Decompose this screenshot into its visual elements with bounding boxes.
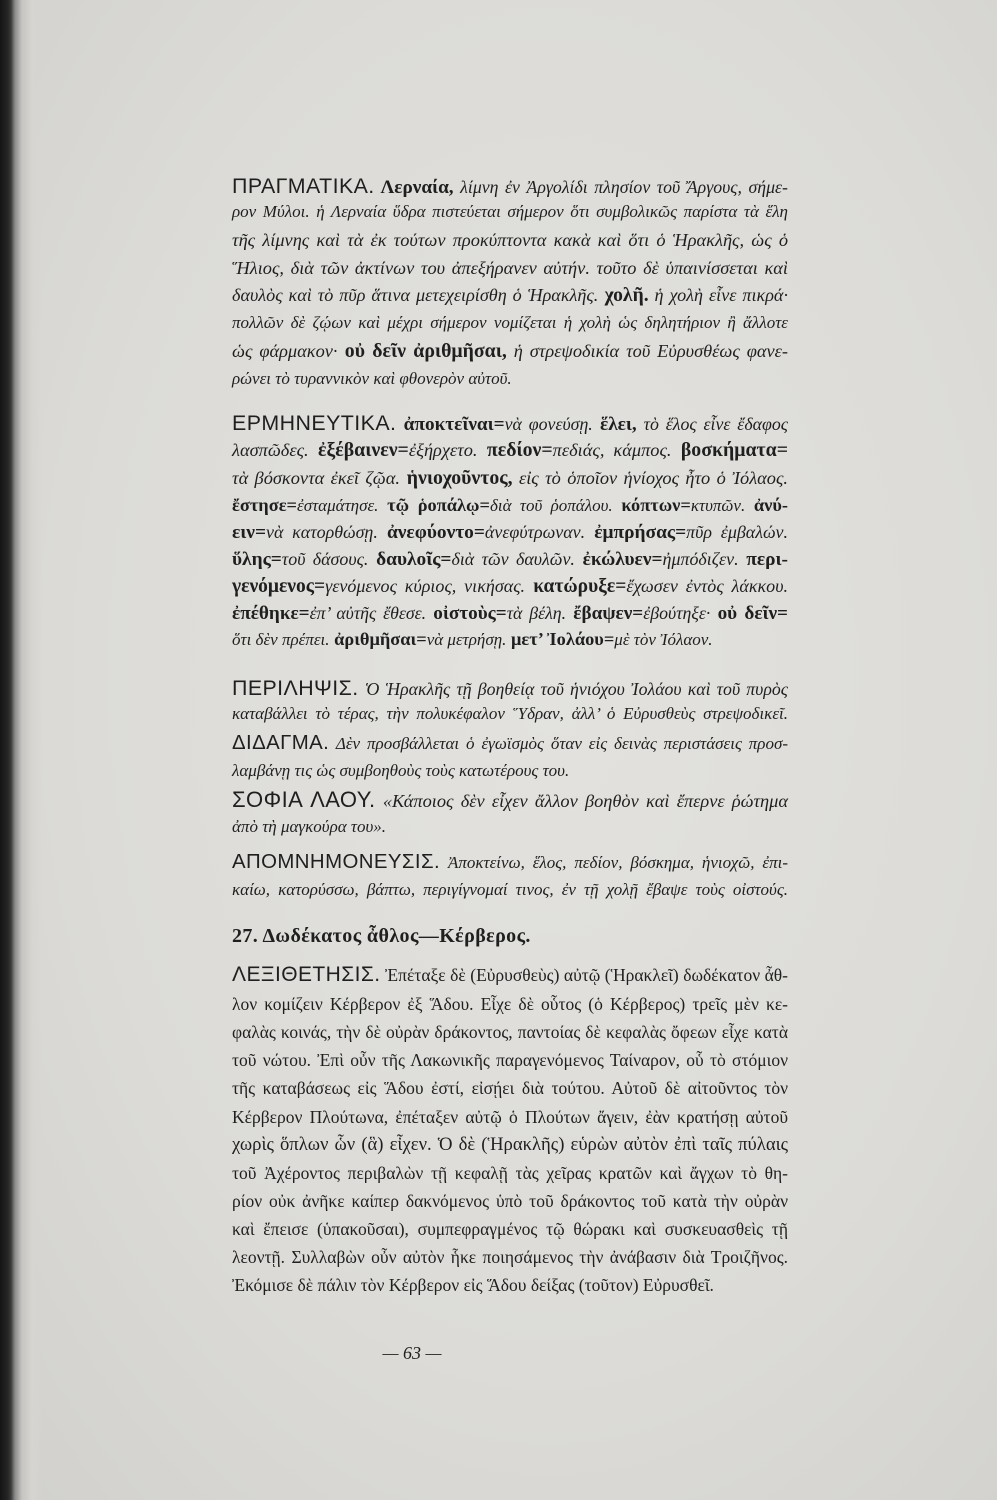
body-text: τοῦ νώτου. Ἐπὶ οὖν τῆς Λακωνικῆς παραγενόμενος Ταίναρον, οὗ τὸ στόμιον [232,1050,788,1070]
glossary-term: χολῆ. [598,285,649,306]
text-line [232,1019,788,1045]
text-line-content [232,675,788,702]
text-line [232,814,788,840]
italic-text: ρώνει τὸ τυραννικὸν καὶ φθονερὸν αὐτοῦ. [232,369,512,388]
section-label: ΠΕΡΙΛΗΨΙΣ. [232,676,359,700]
italic-text: τὸ ἕλος εἶνε ἔδαφος [636,414,788,434]
text-line-content [232,546,788,573]
italic-text: πολλῶν δὲ ζῴων καὶ μέχρι σήμερον νομίζεται ἡ χολὴ ὡς δηλητήριον ἢ ἄλλοτε [232,313,788,332]
text-line [232,626,788,652]
binding-edge [0,0,42,1500]
text-line [232,701,788,727]
body-text: ρίον οὐκ ἀνῆκε καίπερ δακνόμενος ὑπὸ τοῦ δράκοντος τοῦ κατὰ τὴν οὐρὰν [232,1191,788,1211]
text-line-content [232,730,788,757]
text-line [232,573,788,599]
italic-text: εἰς τὸ ὁποῖον ἡνίοχος ἦτο ὁ Ἰόλαος. [512,468,789,488]
text-line [232,877,788,903]
body-text: τοῦ Ἀχέροντος περιβαλὼν τῇ κεφαλῇ τὰς χεῖρας κρατῶν καὶ ἄγχων τὸ θη- [232,1163,788,1183]
text-line [232,546,788,572]
glossary-term: οἰστοὺς= [426,603,507,624]
italic-text: Ὁ Ἡρακλῆς τῇ βοηθείᾳ τοῦ ἡνιόχου Ἰολάου καὶ τοῦ πυρὸς [358,679,788,699]
glossary-term: ἡνιοχοῦντος, [400,467,513,489]
text-line [232,282,788,308]
text-line [232,1160,788,1186]
glossary-term: ὕλης= [232,549,282,570]
glossary-term: ἕλει, [592,414,637,435]
italic-text: λίμνη ἐν Ἀργολίδι πλησίον τοῦ Ἄργους, σήμε- [453,177,788,197]
body-text: καὶ ἔπεισε (ὑπακοῦσαι), συμπεφραγμένος τῷ θώρακι καὶ συσκευασθεὶς τῇ [232,1219,788,1239]
body-text: Ἐκόμισε δὲ πάλιν τὸν Κέρβερον εἰς Ἅδου δείξας (τοῦτον) Εὐρυσθεῖ. [232,1275,714,1295]
italic-text: ὡς φάρμακον· [232,341,338,361]
body-text: λον κομίζειν Κέρβερον ἐξ Ἅδου. Εἶχε δὲ οὗτος (ὁ Κέρβερος) τρεῖς μὲν κε- [232,994,788,1014]
italic-text: ἐσταμάτησε. [297,496,379,515]
italic-text: ἀπὸ τὴ μαγκούρα του». [232,817,387,836]
text-line [232,519,788,545]
body-text: λεοντῇ. Συλλαβὼν οὖν αὐτὸν ἧκε ποιησάμενος τὴν ἀνάβασιν διὰ Τροιζῆνος. [232,1247,788,1267]
text-line-content [232,962,788,988]
italic-text: διὰ τοῦ ῥοπάλου. [489,496,613,515]
text-line-content [232,1160,788,1186]
text-line-content [232,199,788,225]
section-label: ΑΠΟΜΝΗΜΟΝΕΥΣΙΣ. [232,851,441,873]
italic-text: Δὲν προσβάλλεται ὁ ἐγωϊσμὸς ὅταν εἰς δεινὰς περιστάσεις προσ- [329,734,788,753]
italic-text: ἐξήρχετο. [408,440,478,460]
italic-text: ἔχωσεν ἐντὸς λάκκου. [626,576,788,596]
italic-text: «Κάποιος δὲν εἶχεν ἄλλον βοηθὸν καὶ ἔπερνε ῥώτημα [375,791,788,811]
glossary-term: ἀνύ- [745,495,789,515]
section-label: ΕΡΜΗΝΕΥΤΙΚΑ. [232,411,397,435]
italic-text: λασπῶδες. [232,440,309,460]
italic-text: λαμβάνῃ τις ὡς συμβοηθοὺς τοὺς κατωτέρους του. [232,761,570,780]
text-line [232,787,788,813]
italic-text: νὰ μετρήσῃ. [426,630,507,649]
italic-text: ἀνεφύτρωναν. [484,522,586,542]
italic-text: διὰ τῶν δαυλῶν. [451,549,575,569]
text-line [232,600,788,626]
italic-text: ρον Μύλοι. ἡ Λερναία ὕδρα πιστεύεται σήμερον ὅτι συμβολικῶς παρίστα τὰ ἕλη [232,202,788,221]
text-line-content [232,366,512,392]
italic-text: νὰ κατορθώσῃ. [266,522,378,542]
text-line [232,675,788,701]
body-text: τῆς καταβάσεως εἰς Ἅδου ἐστί, εἰσῄει διὰ τούτου. Αὐτοῦ δὲ αἰτοῦντος τὸν [232,1078,788,1098]
text-line [232,255,788,281]
section-label: ΠΡΑΓΜΑΤΙΚΑ. [232,174,375,198]
text-line-content [232,600,788,627]
italic-text: πεδιάς, κάμπος. [552,440,672,460]
text-line-content [232,255,788,281]
text-line [232,227,788,253]
glossary-term: βοσκήματα= [671,439,788,461]
text-line-content [232,492,788,519]
text-line [232,1047,788,1073]
glossary-term: οὐ δεῖν ἀριθμῆσαι, [337,340,507,362]
section-label: ΔΙΔΑΓΜΑ. [232,732,330,754]
italic-text: καίω, κατορύσσω, βάπτω, περιγίγνομαί τινος, ἐν τῇ χολῇ ἔβαψε τοὺς οἰστούς. [232,880,788,899]
text-line-content [232,1104,788,1130]
text-line [232,1188,788,1214]
text-line-content [232,991,788,1017]
italic-text: τὰ βόσκοντα ἐκεῖ ζῷα. [232,468,400,488]
text-line-content [232,410,788,438]
text-line [232,1272,788,1298]
text-line [232,1244,788,1270]
text-line [232,410,788,436]
text-line [232,437,788,463]
text-line [232,465,788,491]
italic-text: ὅτι δὲν πρέπει. [232,630,330,649]
text-line-content [232,519,788,546]
text-line [232,338,788,364]
glossary-term: ἐκώλυεν= [574,549,663,570]
text-line [232,730,788,756]
text-line [232,492,788,518]
text-line [232,1216,788,1242]
text-line-content [232,814,386,840]
text-line-content [232,701,788,727]
text-line [232,173,788,199]
section-label: ΣΟΦΙΑ ΛΑΟΥ. [232,787,376,812]
body-text: Ἐπέταξε δὲ (Εὐρυσθεὺς) αὐτῷ (Ἡρακλεῖ) δωδέκατον ἆθ- [380,965,788,985]
glossary-term: ἀποκτεῖναι= [396,414,505,435]
glossary-term: ἔστησε= [232,495,298,515]
text-line [232,991,788,1017]
glossary-term: τῷ ῥοπάλῳ= [378,495,490,515]
glossary-term: ἀνεφύοντο= [377,522,485,543]
italic-text: Ἀποκτείνω, ἕλος, πεδίον, βόσκημα, ἡνιοχῶ, ἐπι- [440,853,788,872]
italic-text: πῦρ ἐμβαλών. [686,522,788,542]
text-line [232,758,788,784]
glossary-term: ειν= [232,522,267,543]
text-line-content [232,1075,788,1101]
italic-text: δαυλὸς καὶ τὸ πῦρ ἅτινα μετεχειρίσθη ὁ Ἡρακλῆς. [232,285,599,305]
text-line-content [232,1047,788,1073]
italic-text: νὰ φονεύσῃ. [504,414,593,434]
chapter-heading: 27. Δωδέκατος ἆθλος—Κέρβερος. [232,925,531,947]
text-line [232,199,788,225]
glossary-term: κατώρυξε= [525,576,627,597]
italic-text: ἡ στρεψοδικία τοῦ Εὐρυσθέως φανε- [506,341,788,361]
italic-text: ἠμπόδιζεν. [662,549,739,569]
text-line-content [232,787,788,814]
text-line-content [232,573,788,600]
text-line-content [232,465,788,491]
text-line [232,310,788,336]
glossary-term: ἀριθμῆσαι= [329,629,427,649]
text-line [232,962,788,988]
body-text: φαλὰς κοινάς, τὴν δὲ οὐρὰν δράκοντος, παντοίας δὲ κεφαλὰς ὄφεων εἶχε κατὰ [232,1022,788,1042]
body-text: χωρὶς ὅπλων ὧν (ἃ) εἶχεν. Ὁ δὲ (Ἡρακλῆς) εὑρὼν αὐτὸν ἐπὶ ταῖς πύλαις [232,1134,788,1155]
text-line-content [232,282,788,309]
text-line-content [232,626,713,653]
italic-text: Ἥλιος, διὰ τῶν ἀκτίνων του ἀπεξήρανεν αὐτήν. τοῦτο δὲ ὑπαινίσσεται καὶ [232,258,788,278]
text-line-content [232,877,788,903]
text-line-content [232,338,788,364]
text-line [232,1132,788,1158]
text-line-content [232,227,788,253]
glossary-term: δαυλοῖς= [368,549,452,570]
text-line [232,366,788,392]
italic-text: τῆς λίμνης καὶ τὰ ἐκ τούτων προκύπτοντα κακὰ καὶ ὅτι ὁ Ἡρακλῆς, ὡς ὁ [232,230,788,250]
text-line [232,1104,788,1130]
glossary-term: ἐμπρήσας= [585,522,687,543]
text-line-content [232,758,569,784]
glossary-term: περι- [738,549,788,570]
italic-text: τὰ βέλη. [506,603,567,623]
text-line-content [232,173,788,201]
italic-text: ἐπ’ αὐτῆς ἔθεσε. [309,603,427,623]
glossary-term: κόπτων= [612,495,691,515]
italic-text: μὲ τὸν Ἰόλαον. [614,630,713,649]
text-line-content [232,310,788,336]
text-line [232,1075,788,1101]
italic-text: ἐβούτηξε· [643,603,711,623]
text-line-content [232,1216,788,1242]
italic-text: καταβάλλει τὸ τέρας, τὴν πολυκέφαλον Ὕδραν, ἀλλ’ ὁ Εὐρυσθεὺς στρεψοδικεῖ. [232,704,788,723]
glossary-term: ἐξέβαινεν= [308,439,409,461]
text-line-content [232,437,788,463]
text-line-content [232,1019,788,1045]
glossary-term: πεδίον= [477,439,553,461]
glossary-term: οὐ δεῖν= [710,603,788,624]
text-line-content [232,1132,788,1158]
text-line-content [232,849,788,876]
italic-text: ἡ χολὴ εἶνε πικρά· [648,285,788,305]
glossary-term: ἐπέθηκε= [232,603,310,624]
italic-text: τοῦ δάσους. [281,549,369,569]
body-text: Κέρβερον Πλούτωνα, ἐπέταξεν αὐτῷ ὁ Πλούτων ἄγειν, ἐὰν κρατήσῃ αὐτοῦ [232,1107,788,1127]
section-label: ΛΕΞΙΘΕΤΗΣΙΣ. [232,963,381,986]
glossary-term: γενόμενος= [232,576,326,597]
glossary-term: ἔβαψεν= [566,603,644,624]
text-line [232,849,788,875]
glossary-term: Λερναία, [374,177,454,198]
text-line-content [232,1272,714,1298]
text-line-content [232,1188,788,1214]
italic-text: κτυπῶν. [690,496,746,515]
glossary-term: μετ’ Ἰολάου= [506,629,615,649]
page-number: — 63 — [382,1343,442,1363]
text-line-content [232,1244,788,1270]
italic-text: γενόμενος κύριος, νικήσας. [325,576,526,596]
